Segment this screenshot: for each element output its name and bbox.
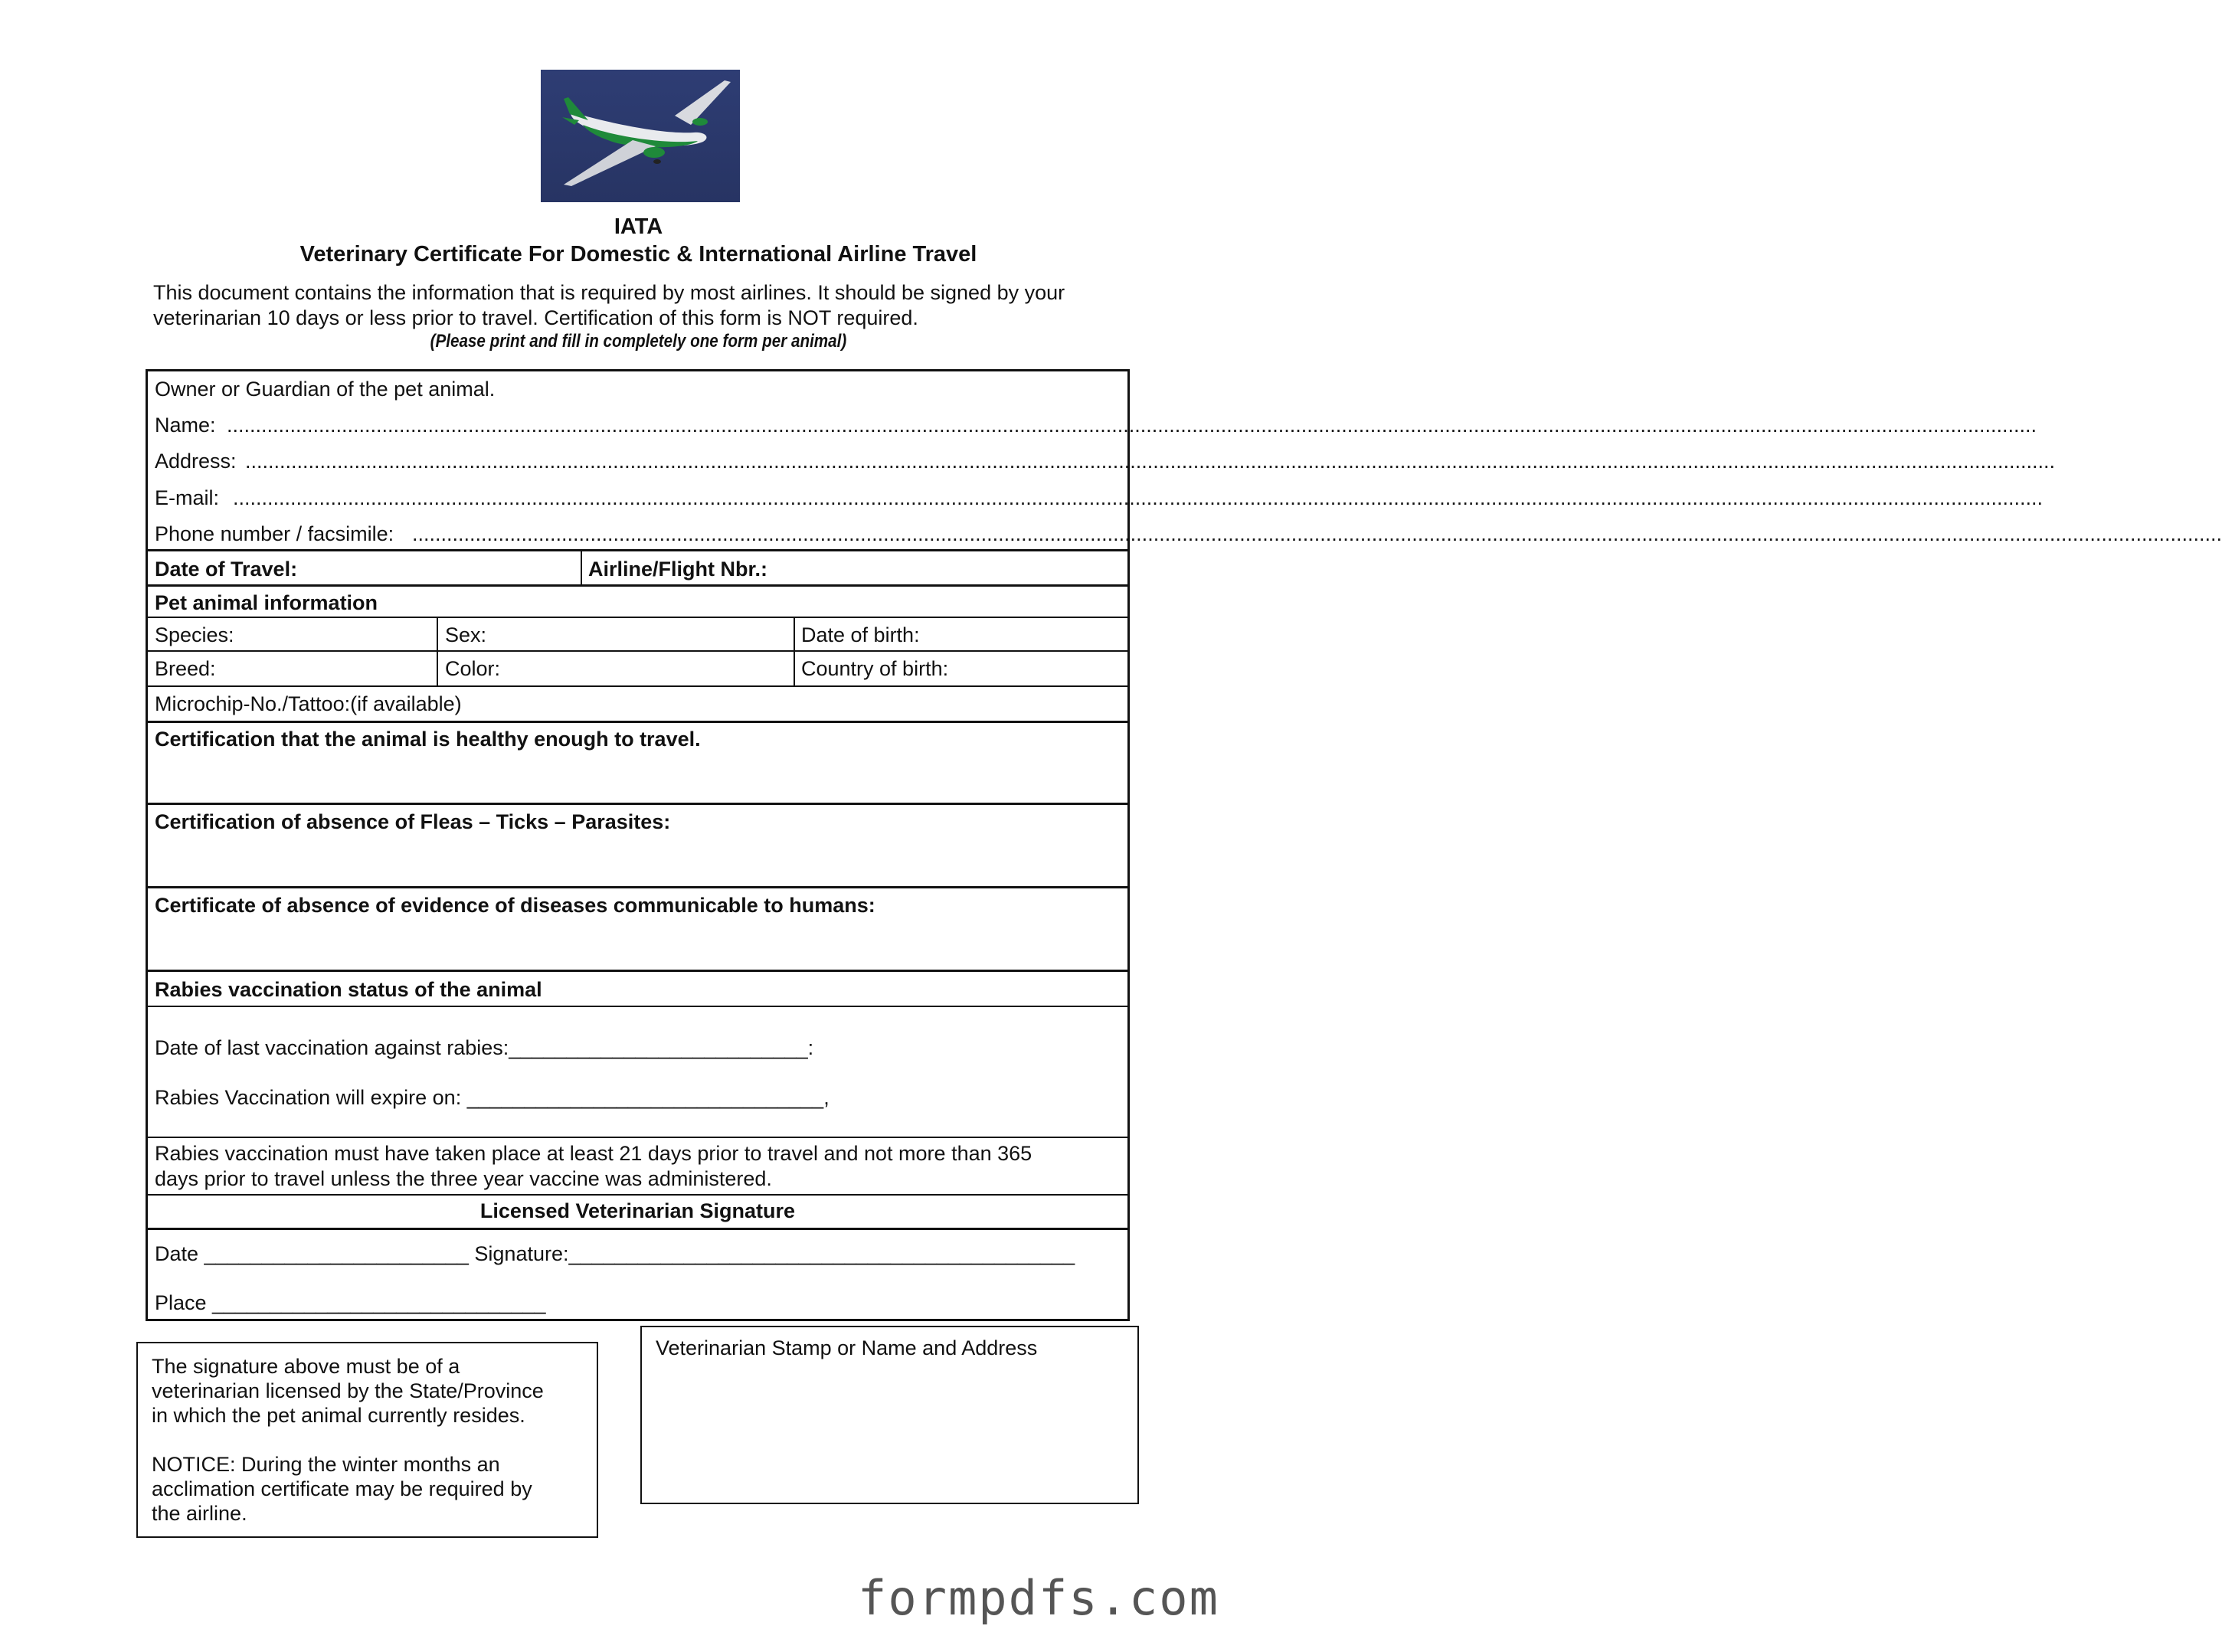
breed-label[interactable]: Breed:: [155, 657, 216, 680]
rabies-expiry-field[interactable]: Rabies Vaccination will expire on: _______________________________,: [155, 1086, 830, 1109]
notice-line: acclimation certificate may be required by: [152, 1477, 532, 1500]
rabies-rule-text: [155, 1141, 1032, 1192]
airline-flight-label[interactable]: Airline/Flight Nbr.:: [588, 558, 767, 581]
intro-line: veterinarian 10 days or less prior to travel. Certification of this form is NOT required.: [153, 306, 918, 329]
rabies-rule-line: days prior to travel unless the three year vaccine was administered.: [155, 1167, 772, 1190]
notice-line: in which the pet animal currently resides.: [152, 1404, 525, 1427]
org-title: IATA: [614, 214, 663, 239]
signature-date-field[interactable]: Date _______________________ Signature:____________________________________________: [155, 1242, 1075, 1265]
last-rabies-vaccination-field[interactable]: Date of last vaccination against rabies:__________________________:: [155, 1036, 814, 1059]
site-watermark: formpdfs.com: [858, 1570, 1219, 1626]
owner-email-field[interactable]: ...........................................................................................................................................................................................................................................................................................................................: [233, 486, 2043, 509]
owner-heading: Owner or Guardian of the pet animal.: [155, 378, 496, 401]
intro-paragraph: [153, 280, 1149, 331]
microchip-label-text: Microchip-No./Tattoo:: [155, 692, 351, 715]
notice-line: the airline.: [152, 1502, 247, 1525]
diseases-certification-label[interactable]: Certificate of absence of evidence of diseases communicable to humans:: [155, 894, 875, 917]
owner-email-label: E-mail:: [155, 486, 220, 509]
veterinarian-stamp-box[interactable]: [640, 1326, 1139, 1504]
owner-name-label: Name:: [155, 414, 216, 437]
owner-address-field[interactable]: ...........................................................................................................................................................................................................................................................................................................................: [245, 450, 2055, 473]
date-of-birth-label[interactable]: Date of birth:: [801, 623, 920, 646]
rabies-rule-line: Rabies vaccination must have taken place at least 21 days prior to travel and not more than 365: [155, 1142, 1032, 1165]
document-title: Veterinary Certificate For Domestic & International Airline Travel: [299, 242, 977, 267]
date-of-travel-label[interactable]: Date of Travel:: [155, 558, 298, 581]
owner-name-field[interactable]: ...........................................................................................................................................................................................................................................................................................................................: [227, 414, 2037, 437]
healthy-certification-label[interactable]: Certification that the animal is healthy enough to travel.: [155, 728, 701, 751]
intro-line: This document contains the information that is required by most airlines. It should be signed by your: [153, 281, 1065, 304]
notice-line: NOTICE: During the winter months an: [152, 1453, 500, 1476]
notice-line: veterinarian licensed by the State/Province: [152, 1379, 544, 1402]
signature-place-field[interactable]: Place _____________________________: [155, 1291, 546, 1314]
certificate-form: [146, 369, 2222, 1321]
country-of-birth-label[interactable]: Country of birth:: [801, 657, 949, 680]
fill-instructions: (Please print and fill in completely one form per animal): [430, 331, 847, 352]
microchip-note: (if available): [350, 692, 462, 715]
sex-label[interactable]: Sex:: [445, 623, 487, 646]
rabies-heading: Rabies vaccination status of the animal: [155, 978, 542, 1001]
signature-heading: Licensed Veterinarian Signature: [479, 1199, 796, 1222]
species-label[interactable]: Species:: [155, 623, 234, 646]
airplane-photo: [541, 70, 740, 202]
microchip-label[interactable]: [155, 692, 462, 716]
owner-phone-field[interactable]: ...........................................................................................................................................................................................................................................................................................................................: [412, 522, 2222, 545]
fleas-certification-label[interactable]: Certification of absence of Fleas – Ticks – Parasites:: [155, 810, 671, 833]
pet-info-heading: Pet animal information: [155, 591, 378, 614]
owner-phone-label: Phone number / facsimile:: [155, 522, 394, 545]
owner-address-label: Address:: [155, 450, 237, 473]
stamp-label: Veterinarian Stamp or Name and Address: [656, 1336, 1038, 1359]
color-label[interactable]: Color:: [445, 657, 501, 680]
signature-notice-box: [136, 1342, 598, 1538]
notice-line: The signature above must be of a: [152, 1355, 460, 1378]
